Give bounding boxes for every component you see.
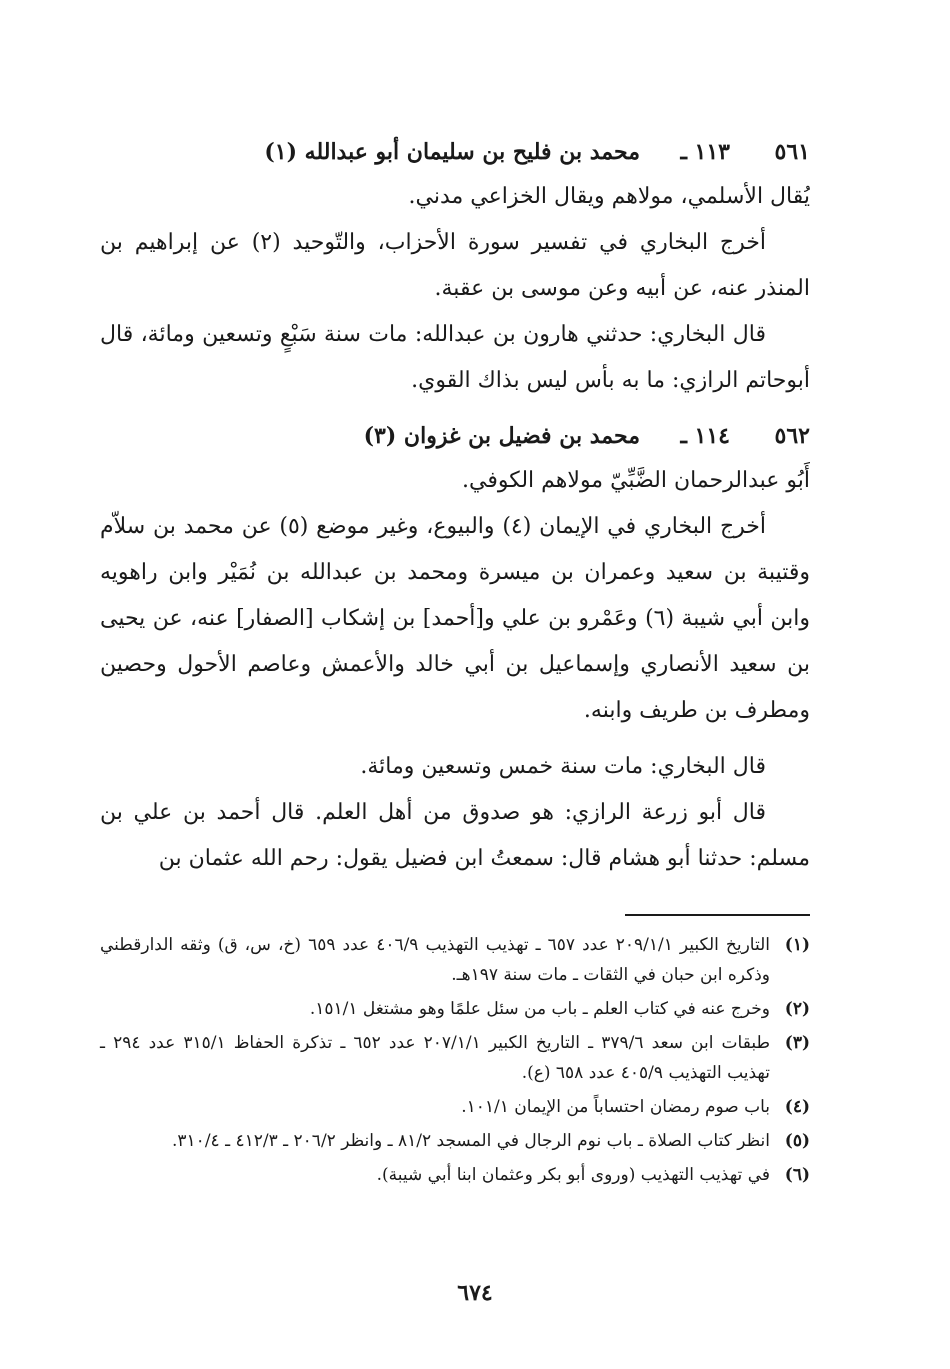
footnotes — [100, 930, 810, 1194]
entry-paragraph: قال البخاري: حدثني هارون بن عبدالله: مات سنة سَبْعٍ وتسعين ومائة، قال أبوحاتم الرازي: ما به بأس ليس بذاك القوي. — [100, 322, 810, 393]
footnote — [100, 1092, 810, 1122]
entry-line: أَبُو عبدالرحمان الضَّبِّيّ مولاهم الكوفي. — [461, 468, 810, 493]
entry-sub-number: ١١٤ ـ — [680, 423, 730, 449]
entry-heading — [100, 414, 810, 458]
entry-number: ٥٦١ — [774, 139, 810, 165]
entry-paragraph: قال أبو زرعة الرازي: هو صدوق من أهل العلم. قال أحمد بن علي بن مسلم: حدثنا أبو هشام قال: سمعتُ ابن فضيل يقول: رحم الله عثمان بن — [100, 800, 810, 871]
footnote-text: التاريخ الكبير ٢٠٩/١/١ عدد ٦٥٧ ـ تهذيب التهذيب ٤٠٦/٩ عدد ٦٥٩ (خ، س، ق) وثقه الدارقطني وذكره ابن حبان في الثقات ـ مات سنة ١٩٧هـ. — [100, 935, 770, 985]
footnote-number: (٦) — [784, 1165, 810, 1185]
footnote — [100, 1160, 810, 1190]
entry-title: محمد بن فضيل بن غزوان (٣) — [363, 423, 640, 449]
footnote-divider — [625, 914, 810, 916]
footnote-number: (٢) — [784, 999, 810, 1019]
entry-heading — [100, 130, 810, 174]
entry-number: ٥٦٢ — [774, 423, 810, 449]
footnote-number: (١) — [784, 935, 810, 955]
footnote — [100, 1126, 810, 1156]
footnote-number: (٥) — [784, 1131, 810, 1151]
entry-paragraph: أخرج البخاري في تفسير سورة الأحزاب، والتّوحيد (٢) عن إبراهيم بن المنذر عنه، عن أبيه وعن موسى بن عقبة. — [100, 230, 810, 301]
entry-sub-number: ١١٣ ـ — [680, 139, 730, 165]
footnote — [100, 994, 810, 1024]
footnote — [100, 930, 810, 990]
main-text — [100, 130, 810, 882]
page-number: ٦٧٤ — [457, 1280, 493, 1306]
footnote-number: (٤) — [784, 1097, 810, 1117]
footnote-number: (٣) — [784, 1033, 810, 1053]
entry-line: يُقال الأسلمي، مولاهم ويقال الخزاعي مدني. — [408, 184, 810, 209]
footnote-text: وخرج عنه في كتاب العلم ـ باب من سئل علمًا وهو مشتغل ١٥١/١. — [309, 999, 770, 1019]
entry-title: محمد بن فليح بن سليمان أبو عبدالله (١) — [264, 139, 640, 165]
footnote-text: انظر كتاب الصلاة ـ باب نوم الرجال في المسجد ٨١/٢ ـ وانظر ٢٠٦/٢ ـ ٤١٢/٣ ـ ٣١٠/٤. — [172, 1131, 770, 1151]
footnote-text: باب صوم رمضان احتساباً من الإيمان ١٠١/١. — [461, 1097, 770, 1117]
entry-paragraph: قال البخاري: مات سنة خمس وتسعين ومائة. — [360, 754, 766, 779]
entry-paragraph: أخرج البخاري في الإيمان (٤) والبيوع، وغير موضع (٥) عن محمد بن سلاّم وقتيبة بن سعيد وعمران بن ميسرة ومحمد بن عبدالله بن نُمَيْر وابن راهويه وابن أبي شيبة (٦) وعَمْرو بن علي و[أحمد] بن إشكاب [الصفار] عنه، عن يحيى بن سعيد الأنصاري وإسماعيل بن أبي خالد والأعمش وعاصم الأحول وحصين ومطرف بن طريف وابنه. — [100, 514, 811, 723]
footnote-text: طبقات ابن سعد ٣٧٩/٦ ـ التاريخ الكبير ٢٠٧/١/١ عدد ٦٥٢ ـ تذكرة الحفاظ ٣١٥/١ عدد ٢٩٤ ـ تهذيب التهذيب ٤٠٥/٩ عدد ٦٥٨ (ع). — [100, 1033, 770, 1083]
footnote — [100, 1028, 810, 1088]
footnote-text: في تهذيب التهذيب (وروى أبو بكر وعثمان ابنا أبي شيبة). — [376, 1165, 770, 1185]
